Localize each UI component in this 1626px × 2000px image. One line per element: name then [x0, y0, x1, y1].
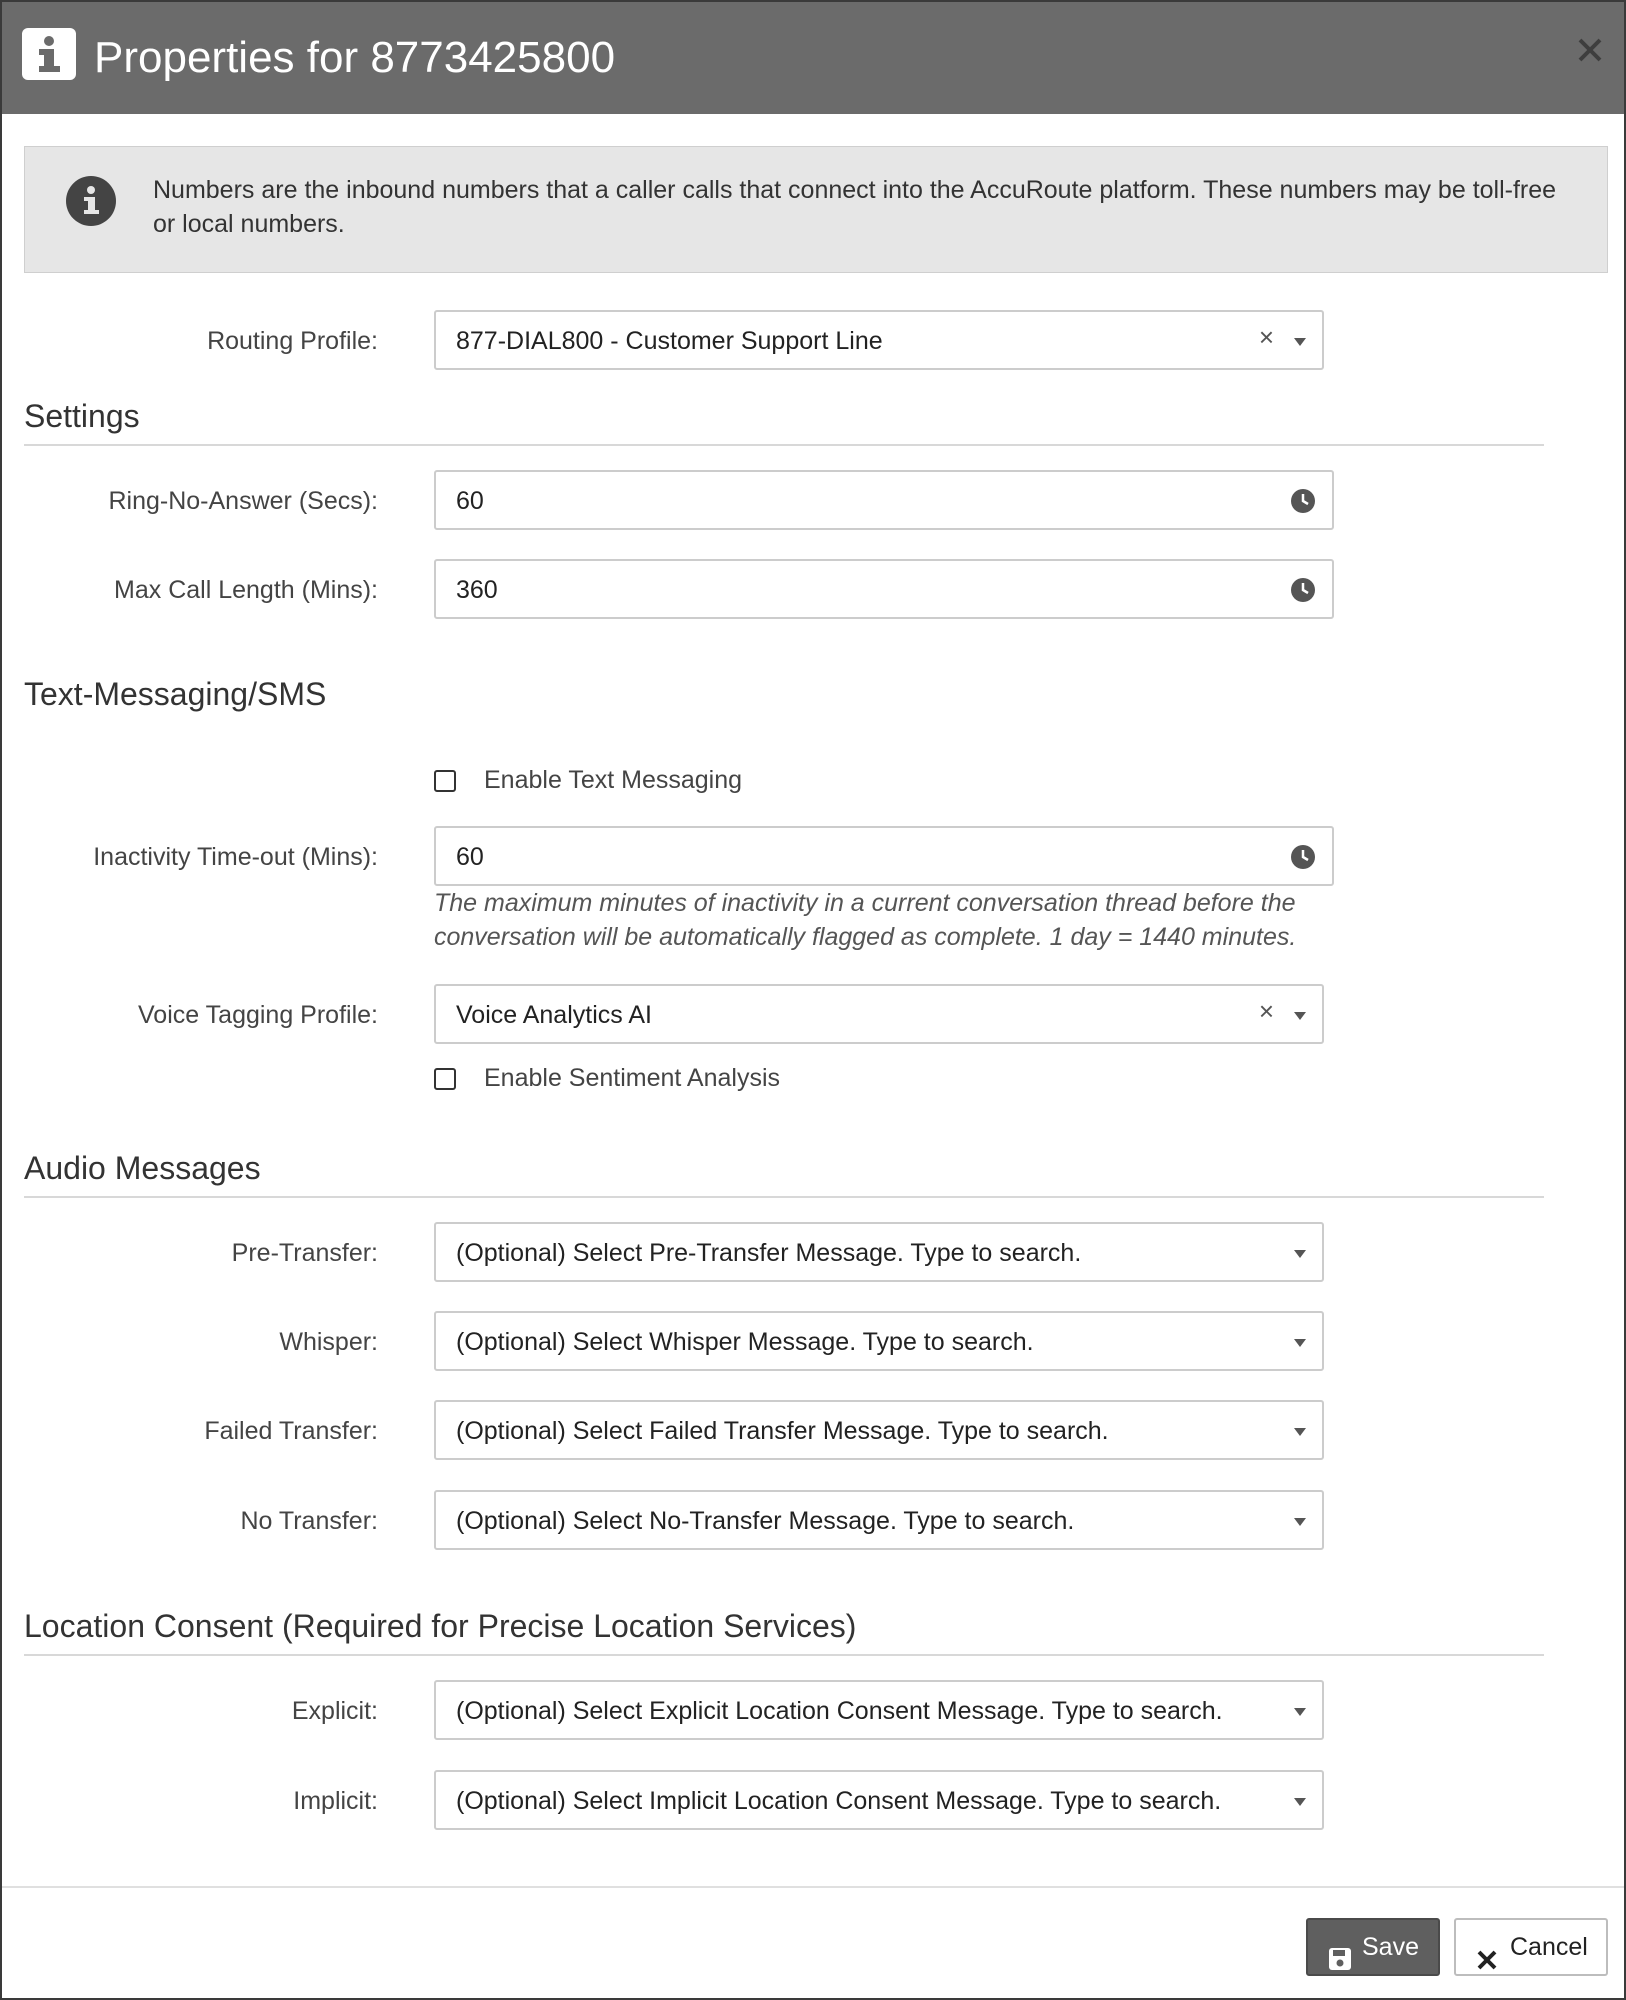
save-button-label: Save: [1362, 1933, 1419, 1961]
no-transfer-select[interactable]: [434, 1490, 1324, 1550]
voice-tagging-label: Voice Tagging Profile:: [138, 1001, 378, 1029]
close-icon[interactable]: [1570, 30, 1610, 70]
location-divider: [24, 1654, 1544, 1656]
location-section-title: Location Consent (Required for Precise Location Services): [24, 1608, 857, 1644]
info-icon: [22, 28, 76, 80]
cancel-button[interactable]: [1454, 1918, 1608, 1976]
settings-section-title: Settings: [24, 398, 140, 434]
chevron-down-icon[interactable]: [1294, 1012, 1306, 1020]
max-call-length-label: Max Call Length (Mins):: [114, 576, 378, 604]
pre-transfer-select[interactable]: [434, 1222, 1324, 1282]
chevron-down-icon[interactable]: [1294, 1428, 1306, 1436]
info-text: Numbers are the inbound numbers that a caller calls that connect into the AccuRoute platform. These numbers may be toll-free or local numbers.: [153, 176, 1557, 238]
enable-text-messaging-label[interactable]: Enable Text Messaging: [484, 766, 743, 794]
whisper-label: Whisper:: [279, 1328, 378, 1356]
audio-divider: [24, 1196, 1544, 1198]
clock-icon: [1290, 488, 1316, 519]
inactivity-help-text: The maximum minutes of inactivity in a current conversation thread before the conversation will be automatically flagged as complete. 1 day = 1440 minutes.: [434, 889, 1297, 951]
explicit-select[interactable]: [434, 1680, 1324, 1740]
chevron-down-icon[interactable]: [1294, 1518, 1306, 1526]
chevron-down-icon[interactable]: [1294, 338, 1306, 346]
inactivity-timeout-value: 60: [456, 843, 484, 871]
implicit-label: Implicit:: [293, 1787, 378, 1815]
x-icon: [1476, 1936, 1498, 1990]
implicit-placeholder: (Optional) Select Implicit Location Consent Message. Type to search.: [456, 1787, 1222, 1815]
sms-section-title: Text-Messaging/SMS: [24, 676, 327, 712]
implicit-select[interactable]: [434, 1770, 1324, 1830]
no-transfer-placeholder: (Optional) Select No-Transfer Message. Type to search.: [456, 1507, 1075, 1535]
footer-divider: [2, 1886, 1624, 1888]
chevron-down-icon[interactable]: [1294, 1339, 1306, 1347]
dialog-titlebar: [2, 2, 1624, 114]
routing-profile-select[interactable]: [434, 310, 1324, 370]
failed-transfer-select[interactable]: [434, 1400, 1324, 1460]
chevron-down-icon[interactable]: [1294, 1250, 1306, 1258]
ring-no-answer-input[interactable]: [434, 470, 1334, 530]
cancel-button-label: Cancel: [1510, 1933, 1588, 1961]
whisper-placeholder: (Optional) Select Whisper Message. Type to search.: [456, 1328, 1034, 1356]
inactivity-timeout-input[interactable]: [434, 826, 1334, 886]
settings-divider: [24, 444, 1544, 446]
dialog-title: Properties for 8773425800: [94, 33, 616, 82]
explicit-placeholder: (Optional) Select Explicit Location Consent Message. Type to search.: [456, 1697, 1223, 1725]
failed-transfer-placeholder: (Optional) Select Failed Transfer Message. Type to search.: [456, 1417, 1109, 1445]
clock-icon: [1290, 577, 1316, 608]
ring-no-answer-label: Ring-No-Answer (Secs):: [108, 487, 378, 515]
failed-transfer-label: Failed Transfer:: [204, 1417, 378, 1445]
pre-transfer-placeholder: (Optional) Select Pre-Transfer Message. Type to search.: [456, 1239, 1082, 1267]
ring-no-answer-value: 60: [456, 487, 484, 515]
info-circle-icon: [65, 175, 117, 232]
voice-tagging-value: Voice Analytics AI: [456, 1001, 652, 1029]
explicit-label: Explicit:: [291, 1697, 378, 1725]
chevron-down-icon[interactable]: [1294, 1798, 1306, 1806]
pre-transfer-label: Pre-Transfer:: [231, 1239, 378, 1267]
max-call-length-input[interactable]: [434, 559, 1334, 619]
max-call-length-value: 360: [456, 576, 498, 604]
enable-sentiment-checkbox[interactable]: [434, 1068, 456, 1090]
floppy-disk-icon: [1328, 1936, 1352, 1990]
save-button[interactable]: [1306, 1918, 1440, 1976]
clear-icon[interactable]: ×: [1258, 996, 1274, 1026]
info-alert: [24, 146, 1608, 273]
inactivity-timeout-label: Inactivity Time-out (Mins):: [93, 843, 378, 871]
enable-sentiment-label[interactable]: Enable Sentiment Analysis: [484, 1064, 781, 1092]
audio-section-title: Audio Messages: [24, 1150, 261, 1186]
whisper-select[interactable]: [434, 1311, 1324, 1371]
chevron-down-icon[interactable]: [1294, 1708, 1306, 1716]
routing-profile-label: Routing Profile:: [207, 327, 378, 355]
clear-icon[interactable]: ×: [1258, 322, 1274, 352]
routing-profile-value: 877-DIAL800 - Customer Support Line: [456, 327, 883, 355]
no-transfer-label: No Transfer:: [240, 1507, 378, 1535]
clock-icon: [1290, 844, 1316, 875]
enable-text-messaging-checkbox[interactable]: [434, 770, 456, 792]
voice-tagging-select[interactable]: [434, 984, 1324, 1044]
